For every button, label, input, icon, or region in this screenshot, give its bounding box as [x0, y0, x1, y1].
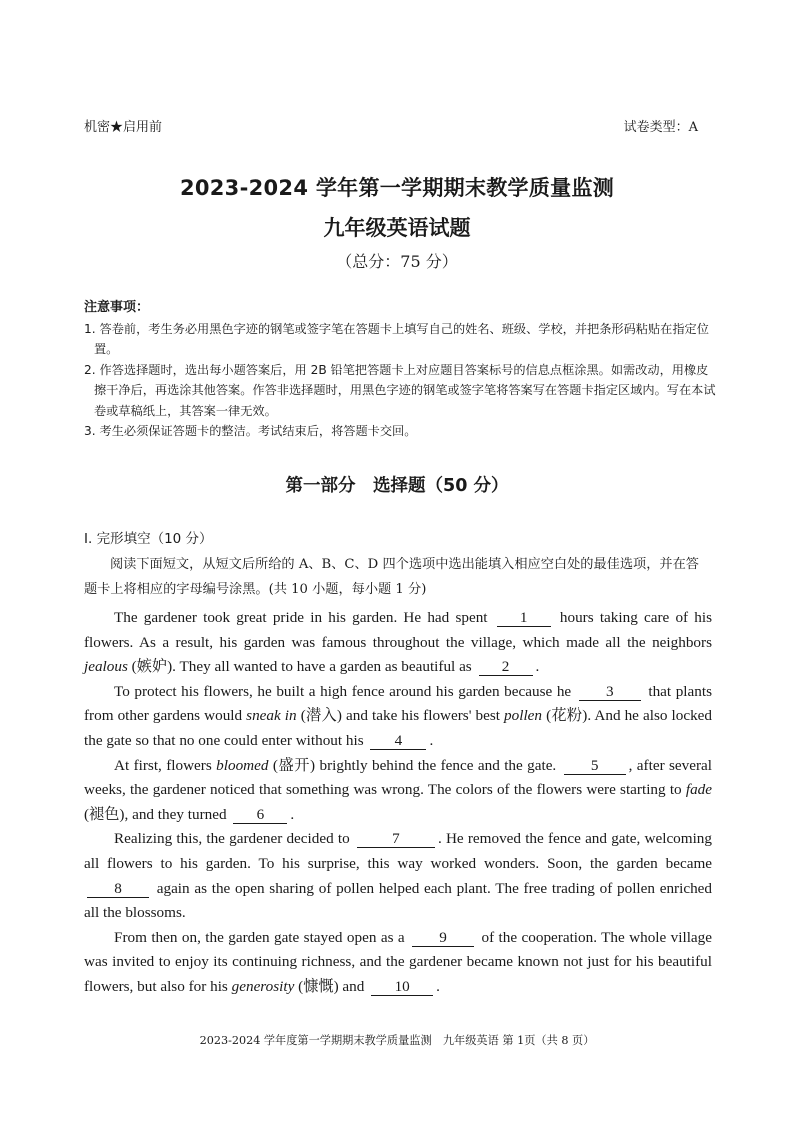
blank-9: 9	[412, 930, 474, 947]
cloze-passage	[84, 606, 712, 1000]
passage-text: , after several weeks, the gardener noticed that something was wrong. The colors of the flowers were starting to	[84, 756, 713, 799]
note-item: 1. 答卷前，考生务必用黑色字迹的钢笔或签字笔在答题卡上填写自己的姓名、班级、学校，并把条形码粘贴在指定位置。	[84, 321, 709, 356]
passage-text: From then on, the garden gate stayed open as a	[114, 928, 405, 946]
note-item: 3. 考生必须保证答题卡的整洁。考试结束后，将答题卡交回。	[84, 424, 417, 438]
page-header	[84, 116, 698, 136]
passage-text: .	[436, 977, 440, 995]
blank-10: 10	[371, 979, 433, 996]
passage-italic-term: sneak in	[246, 707, 297, 725]
passage-italic-term: generosity	[231, 977, 295, 995]
exam-title: 2023-2024 学年第一学期期末教学质量监测	[179, 176, 615, 200]
section-instructions: 阅读下面短文，从短文后所给的 A、B、C、D 四个选项中选出能填入相应空白处的最佳选项，并在答题卡上将相应的字母编号涂黑。(共 10 小题，每小题 1 分)	[84, 557, 699, 597]
passage-italic-term: jealous	[84, 658, 128, 676]
passage-text: . He removed the fence and gate, welcoming all flowers to his garden. To his surprise, this way worked wonders. Soon, the garden became	[84, 830, 712, 872]
passage-text: (慷慨) and	[298, 977, 365, 995]
passage-text: (花粉). And he also locked the gate so that no one could enter without his	[84, 707, 712, 749]
passage-text: of the cooperation. The whole village was invited to enjoy its continuing richness, and the gardener became known not just for his beautiful flowers, but also for his	[84, 928, 713, 995]
blank-3: 3	[579, 684, 641, 701]
blank-6: 6	[233, 807, 287, 824]
passage-text: (嫉妒). They all wanted to have a garden as beautiful as	[131, 658, 472, 676]
passage-paragraph-3	[84, 754, 712, 828]
passage-paragraph-4	[84, 827, 712, 925]
passage-paragraph-2	[84, 680, 712, 754]
blank-5: 5	[564, 758, 626, 775]
passage-text: Realizing this, the gardener decided to	[114, 830, 350, 848]
passage-text: (潜入) and take his flowers' best	[300, 707, 500, 725]
passage-italic-term: bloomed	[216, 756, 269, 774]
passage-italic-term: fade	[685, 781, 713, 799]
passage-text: To protect his flowers, he built a high fence around his garden because he	[114, 682, 572, 700]
total-score: （总分：75 分）	[336, 252, 458, 271]
notes-heading: 注意事项：	[84, 300, 150, 315]
passage-text: .	[429, 731, 434, 749]
page-footer: 2023-2024 学年度第一学期期末教学质量监测 九年级英语 第 1页（共 8 页）	[199, 1034, 595, 1047]
passage-text: hours taking care of his flowers. As a result, his garden was famous throughout the village, which made all the neighbors	[84, 609, 713, 651]
paper-type-label: 试卷类型：A	[623, 120, 698, 135]
blank-7: 7	[357, 831, 435, 848]
note-item: 2. 作答选择题时，选出每小题答案后，用 2B 铅笔把答题卡上对应题目答案标号的信息点框涂黑。如需改动，用橡皮擦干净后，再选涂其他答案。作答非选择题时，用黑色字迹的钢笔或签字笔将答案写在答题卡指定区域内。写在本试卷或草稿纸上，其答案一律无效。	[84, 362, 716, 418]
passage-text: .	[290, 805, 295, 823]
passage-text: (盛开) brightly behind the fence and the gate.	[272, 756, 557, 774]
section-title: I. 完形填空（10 分）	[84, 531, 213, 547]
passage-text: At first, flowers	[114, 756, 212, 774]
blank-2: 2	[479, 659, 533, 676]
blank-1: 1	[497, 610, 551, 627]
passage-italic-term: pollen	[504, 707, 543, 725]
passage-text: The gardener took great pride in his garden. He had spent	[114, 609, 488, 626]
blank-8: 8	[87, 881, 149, 898]
passage-text: .	[535, 658, 540, 676]
notes-section	[84, 298, 716, 442]
exam-subtitle: 九年级英语试题	[323, 216, 471, 240]
blank-4: 4	[370, 733, 426, 750]
passage-paragraph-5	[84, 926, 712, 1000]
part-title: 第一部分 选择题（50 分）	[285, 476, 509, 496]
passage-text: again as the open sharing of pollen helped each plant. The free trading of pollen enriched all the blossoms.	[84, 879, 712, 922]
passage-paragraph-1	[84, 606, 712, 680]
passage-text: that plants from other gardens would	[84, 682, 712, 725]
passage-text: (褪色), and they turned	[84, 805, 227, 823]
confidential-label: 机密★启用前	[84, 120, 163, 135]
